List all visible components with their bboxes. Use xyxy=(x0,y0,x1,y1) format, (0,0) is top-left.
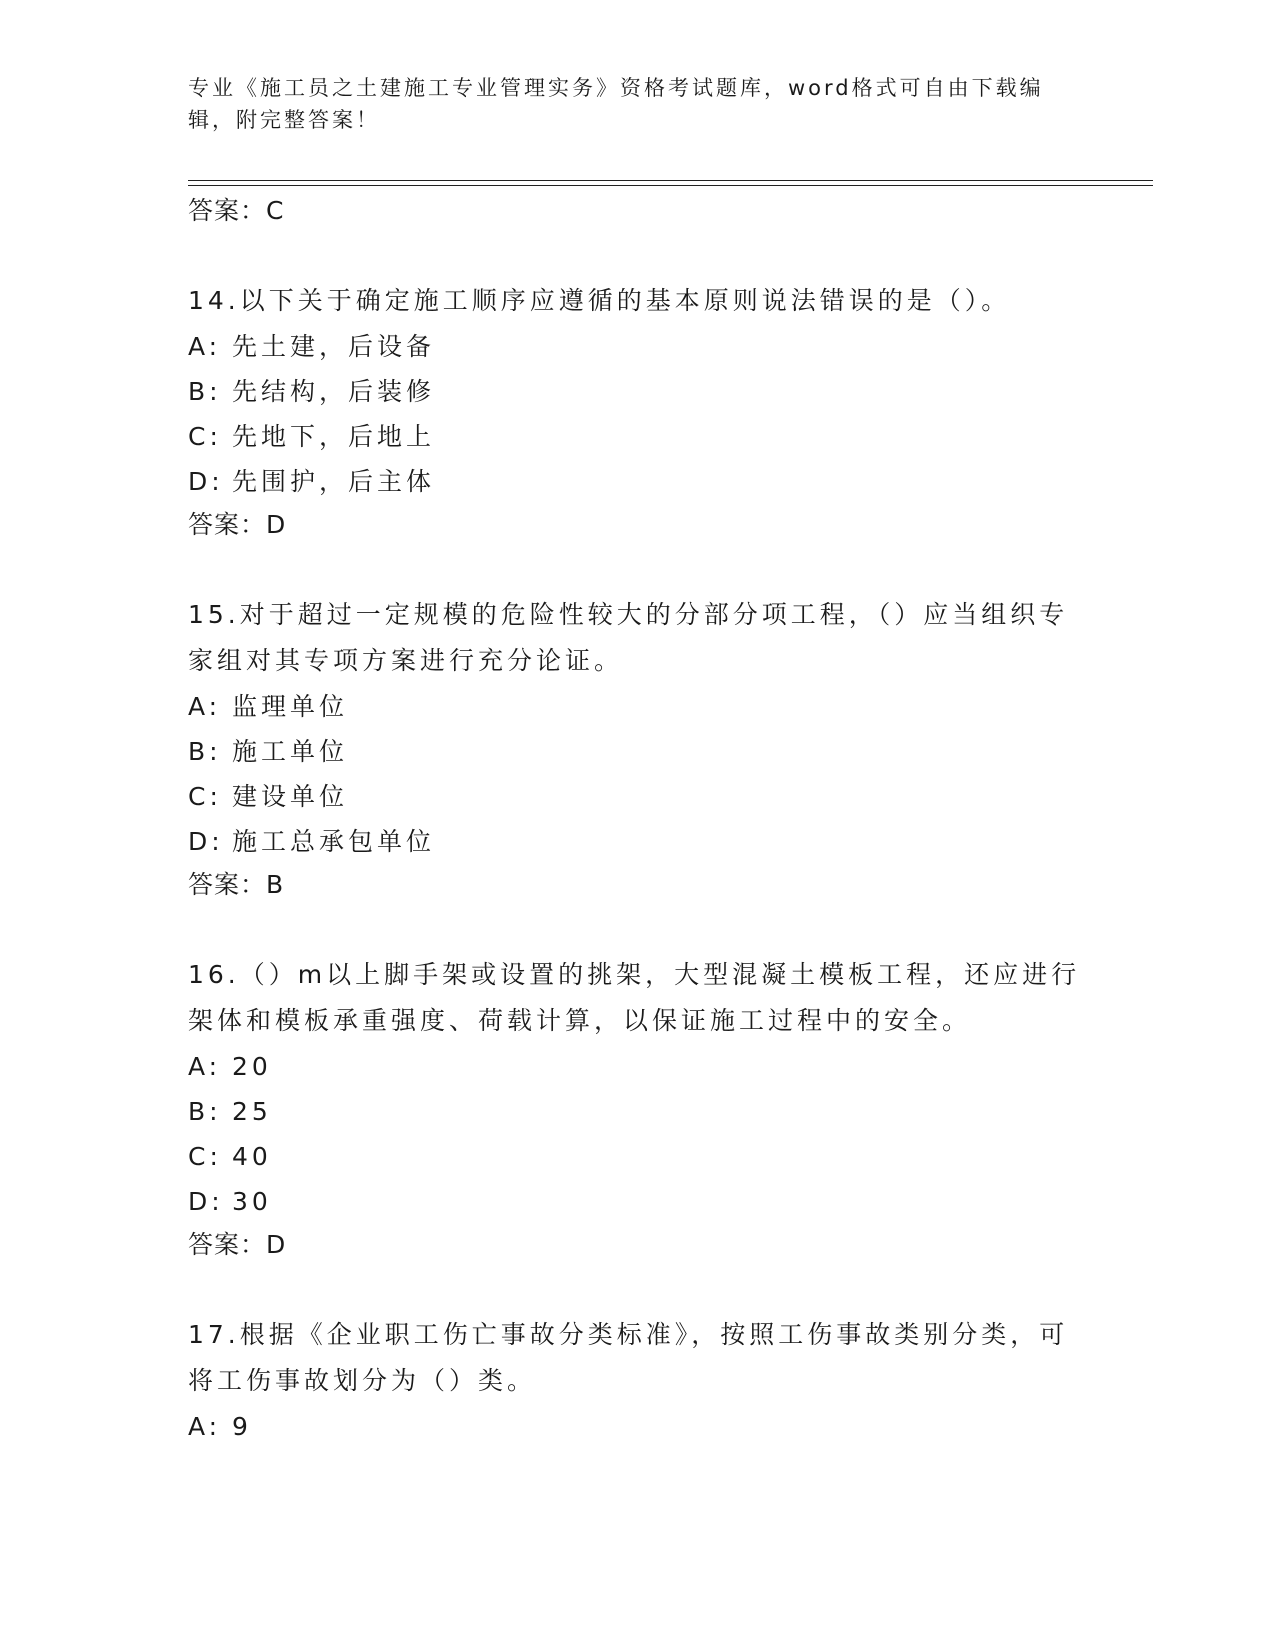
option-key: A: xyxy=(188,332,222,361)
option-c xyxy=(188,1134,1088,1179)
option-key: D: xyxy=(188,827,224,856)
option-text: 先结构，后装修 xyxy=(232,377,436,406)
option-key: C: xyxy=(188,782,222,811)
question-stem: 16.（）m以上脚手架或设置的挑架，大型混凝土模板工程，还应进行架体和模板承重强度、荷载计算，以保证施工过程中的安全。 xyxy=(188,960,1081,1035)
question-block xyxy=(188,952,1088,1266)
option-key: A: xyxy=(188,1052,222,1081)
option-key: A: xyxy=(188,692,222,721)
question-stem: 14.以下关于确定施工顺序应遵循的基本原则说法错误的是（）。 xyxy=(188,286,1011,315)
document-body xyxy=(188,190,1088,1449)
option-b xyxy=(188,1089,1088,1134)
question-stem: 17.根据《企业职工伤亡事故分类标准》，按照工伤事故类别分类，可将工伤事故划分为（）类。 xyxy=(188,1320,1069,1395)
answer-line: 答案：C xyxy=(188,196,285,225)
option-text: 建设单位 xyxy=(232,782,349,811)
option-text: 9 xyxy=(232,1412,252,1441)
question-stem: 15.对于超过一定规模的危险性较大的分部分项工程，（）应当组织专家组对其专项方案进行充分论证。 xyxy=(188,600,1069,675)
option-key: B: xyxy=(188,1097,222,1126)
option-key: D: xyxy=(188,467,224,496)
option-b xyxy=(188,369,1088,414)
page-header xyxy=(188,72,1068,136)
option-text: 先地下，后地上 xyxy=(232,422,436,451)
header-double-rule xyxy=(188,180,1153,186)
option-key: C: xyxy=(188,1142,222,1171)
option-text: 先土建，后设备 xyxy=(232,332,436,361)
option-text: 施工总承包单位 xyxy=(232,827,436,856)
option-key: C: xyxy=(188,422,222,451)
option-b xyxy=(188,729,1088,774)
option-c xyxy=(188,774,1088,819)
header-text: 专业《施工员之土建施工专业管理实务》资格考试题库，word格式可自由下载编辑，附完整答案！ xyxy=(188,76,1044,132)
option-key: D: xyxy=(188,1187,224,1216)
option-key: B: xyxy=(188,737,222,766)
answer-line: 答案：D xyxy=(188,1230,287,1259)
option-a xyxy=(188,1044,1088,1089)
option-key: A: xyxy=(188,1412,222,1441)
option-text: 30 xyxy=(232,1187,272,1216)
option-text: 20 xyxy=(232,1052,272,1081)
question-block xyxy=(188,1312,1088,1449)
option-a xyxy=(188,324,1088,369)
option-text: 施工单位 xyxy=(232,737,349,766)
option-text: 25 xyxy=(232,1097,272,1126)
option-text: 40 xyxy=(232,1142,272,1171)
question-block xyxy=(188,592,1088,906)
option-d xyxy=(188,459,1088,504)
question-block xyxy=(188,278,1088,546)
option-text: 先围护，后主体 xyxy=(232,467,436,496)
answer-line: 答案：B xyxy=(188,870,285,899)
option-c xyxy=(188,414,1088,459)
option-a xyxy=(188,1404,1088,1449)
option-text: 监理单位 xyxy=(232,692,349,721)
answer-line: 答案：D xyxy=(188,510,287,539)
option-a xyxy=(188,684,1088,729)
option-d xyxy=(188,1179,1088,1224)
option-key: B: xyxy=(188,377,222,406)
option-d xyxy=(188,819,1088,864)
